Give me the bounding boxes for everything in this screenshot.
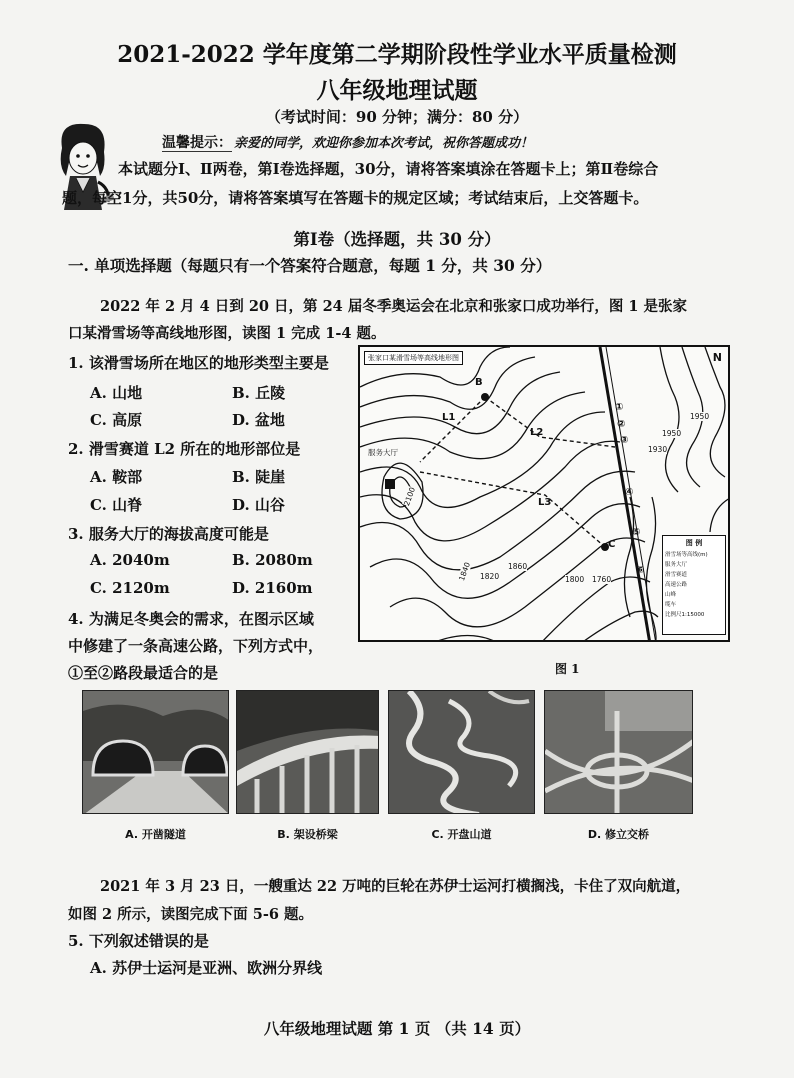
question-2-option-c[interactable]: C. 山脊 [90,496,143,514]
volume-title: 第Ⅰ卷（选择题，共 30 分） [293,230,501,249]
elevation-label: 1840 [457,560,473,583]
route-marker-6: ⑥ [636,565,645,576]
question-2-option-a[interactable]: A. 鞍部 [90,468,143,486]
photo-mountain-road [388,690,535,814]
question-4-stem-line-1: 4. 为满足冬奥会的需求，在图示区域 [68,610,314,628]
exam-subtitle: 八年级地理试题 [316,77,478,104]
elevation-label: 1820 [480,572,500,581]
photo-caption-a[interactable]: A. 开凿隧道 [125,828,186,841]
route-marker-4: ④ [625,487,634,498]
elevation-label: 1950 [690,412,710,421]
route-marker-2: ② [617,419,626,430]
legend-item: 缆车 [665,602,677,608]
map-title: 张家口某滑雪场等高线地形图 [364,351,463,365]
question-3-option-c[interactable]: C. 2120m [90,579,170,597]
trail-l1-label: L1 [442,412,456,423]
service-hall-label: 服务大厅 [368,448,398,457]
route-marker-3: ③ [620,435,629,446]
photo-caption-d[interactable]: D. 修立交桥 [587,828,650,841]
route-marker-1: ① [615,402,624,413]
tunnel-image-icon [83,691,229,814]
question-3-option-b[interactable]: B. 2080m [232,551,313,569]
elevation-label: 1950 [662,429,682,438]
legend-item: 服务大厅 [665,562,688,568]
point-b-label: B [475,377,483,388]
passage-2-line-1: 2021 年 3 月 23 日，一艘重达 22 万吨的巨轮在苏伊士运河打横搁浅，卡住了双向航道， [100,878,691,895]
route-marker-5: ⑤ [632,527,641,538]
photo-interchange [544,690,693,814]
map-legend [662,535,726,635]
question-1-option-c[interactable]: C. 高原 [90,411,143,429]
elevation-label: 1860 [508,562,528,571]
instructions-line-1: 本试题分Ⅰ、Ⅱ两卷，第Ⅰ卷选择题，30分，请将答案填涂在答题卡上；第Ⅱ卷综合 [118,160,659,178]
contour-map [358,345,730,642]
legend-item: 滑雪赛道 [665,572,688,578]
question-2-option-d[interactable]: D. 山谷 [232,496,285,514]
trail-l3-label: L3 [538,497,552,508]
question-1-option-a[interactable]: A. 山地 [90,384,143,402]
elevation-label: 1760 [592,575,612,584]
mountain-road-image-icon [389,691,535,814]
elevation-label: 2100 [402,485,418,508]
legend-scale: 比例尺1:15000 [665,612,705,618]
photo-bridge [236,690,379,814]
question-5-stem: 5. 下列叙述错误的是 [68,932,209,950]
photo-tunnel [82,690,229,814]
elevation-label: 1800 [565,575,585,584]
page-footer: 八年级地理试题 第 1 页 （共 14 页） [263,1019,531,1038]
exam-info: （考试时间：90 分钟；满分：80 分） [265,108,529,126]
legend-item: 滑雪场等高线(m) [665,552,708,558]
warm-tips [162,132,533,152]
question-1-option-b[interactable]: B. 丘陵 [232,384,286,402]
section-title: 一. 单项选择题（每题只有一个答案符合题意，每题 1 分，共 30 分） [68,256,552,275]
elevation-label: 1930 [648,445,668,454]
trail-l2-label: L2 [530,427,544,438]
legend-item: 山峰 [665,592,677,598]
figure-1-caption: 图 1 [555,662,580,676]
point-c-label: C [608,539,616,550]
question-3-stem: 3. 服务大厅的海拔高度可能是 [68,525,269,543]
legend-title: 图 例 [685,539,703,547]
north-arrow-icon: N [712,351,722,364]
question-4-stem-line-3: ①至②路段最适合的是 [68,664,219,682]
passage-2-line-2: 如图 2 所示，读图完成下面 5-6 题。 [68,906,313,923]
exam-title: 2021-2022 学年度第二学期阶段性学业水平质量检测 [117,41,677,68]
tips-text: 亲爱的同学，欢迎你参加本次考试，祝你答题成功！ [234,136,534,151]
instructions-line-2: 题，每空1分，共50分，请将答案填写在答题卡的规定区域；考试结束后，上交答题卡。 [62,189,649,207]
legend-item: 高速公路 [665,582,688,588]
question-5-option-a[interactable]: A. 苏伊士运河是亚洲、欧洲分界线 [90,959,323,977]
question-2-option-b[interactable]: B. 陡崖 [232,468,286,486]
photo-caption-c[interactable]: C. 开盘山道 [431,828,492,841]
question-3-option-d[interactable]: D. 2160m [232,579,313,597]
intro-line-1: 2022 年 2 月 4 日到 20 日，第 24 届冬季奥运会在北京和张家口成功举行，图 1 是张家 [100,298,688,315]
tips-label: 温馨提示： [162,135,232,151]
question-1-option-d[interactable]: D. 盆地 [232,411,285,429]
question-2-stem: 2. 滑雪赛道 L2 所在的地形部位是 [68,440,301,458]
bridge-image-icon [237,691,379,814]
question-3-option-a[interactable]: A. 2040m [90,551,170,569]
question-1-stem: 1. 该滑雪场所在地区的地形类型主要是 [68,354,329,372]
intro-line-2: 口某滑雪场等高线地形图，读图 1 完成 1-4 题。 [68,325,386,342]
interchange-image-icon [545,691,693,814]
photo-caption-b[interactable]: B. 架设桥梁 [277,828,338,841]
question-4-stem-line-2: 中修建了一条高速公路，下列方式中， [68,637,324,655]
